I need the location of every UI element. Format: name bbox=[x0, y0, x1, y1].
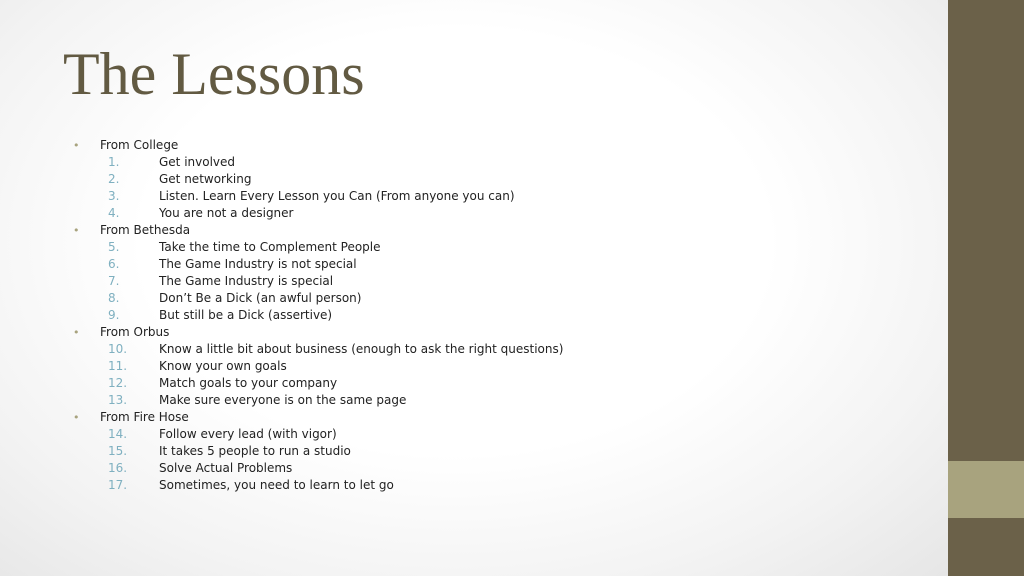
item-number: 1. bbox=[108, 155, 120, 169]
section-label: From Bethesda bbox=[100, 223, 191, 237]
list-item bbox=[70, 341, 930, 358]
list-item bbox=[70, 392, 930, 409]
item-number: 7. bbox=[108, 274, 120, 288]
list-item bbox=[70, 256, 930, 273]
item-text: The Game Industry is not special bbox=[159, 257, 357, 271]
item-number: 3. bbox=[108, 189, 120, 203]
list-item bbox=[70, 239, 930, 256]
item-number: 9. bbox=[108, 308, 120, 322]
item-text: Know a little bit about business (enough to ask the right questions) bbox=[159, 342, 564, 356]
list-item bbox=[70, 171, 930, 188]
section-label: From Fire Hose bbox=[100, 410, 189, 424]
list-item bbox=[70, 477, 930, 494]
list-item bbox=[70, 290, 930, 307]
item-text: Take the time to Complement People bbox=[159, 240, 381, 254]
item-text: Know your own goals bbox=[159, 359, 287, 373]
section-from-bethesda bbox=[70, 222, 930, 324]
lessons-list bbox=[70, 137, 930, 494]
item-text: Don’t Be a Dick (an awful person) bbox=[159, 291, 362, 305]
item-number: 16. bbox=[108, 461, 128, 475]
section-header bbox=[70, 324, 930, 341]
item-number: 5. bbox=[108, 240, 120, 254]
list-item bbox=[70, 273, 930, 290]
list-item bbox=[70, 154, 930, 171]
item-text: You are not a designer bbox=[159, 206, 294, 220]
item-text: Make sure everyone is on the same page bbox=[159, 393, 407, 407]
list-item bbox=[70, 188, 930, 205]
item-text: Follow every lead (with vigor) bbox=[159, 427, 337, 441]
item-text: Listen. Learn Every Lesson you Can (From anyone you can) bbox=[159, 189, 515, 203]
item-text: But still be a Dick (assertive) bbox=[159, 308, 333, 322]
section-from-college bbox=[70, 137, 930, 222]
section-label: From Orbus bbox=[100, 325, 170, 339]
section-header bbox=[70, 409, 930, 426]
side-accent-block bbox=[948, 461, 1024, 518]
item-text: Match goals to your company bbox=[159, 376, 338, 390]
bullet-icon: • bbox=[73, 224, 80, 237]
item-number: 8. bbox=[108, 291, 120, 305]
item-number: 14. bbox=[108, 427, 128, 441]
item-number: 17. bbox=[108, 478, 128, 492]
list-item bbox=[70, 358, 930, 375]
item-text: The Game Industry is special bbox=[159, 274, 334, 288]
list-item bbox=[70, 426, 930, 443]
item-text: It takes 5 people to run a studio bbox=[159, 444, 351, 458]
list-item bbox=[70, 460, 930, 477]
section-header bbox=[70, 137, 930, 154]
item-number: 11. bbox=[108, 359, 128, 373]
item-number: 12. bbox=[108, 376, 128, 390]
section-label: From College bbox=[100, 138, 179, 152]
item-number: 6. bbox=[108, 257, 120, 271]
list-item bbox=[70, 205, 930, 222]
item-text: Get involved bbox=[159, 155, 236, 169]
item-number: 2. bbox=[108, 172, 120, 186]
item-number: 13. bbox=[108, 393, 128, 407]
bullet-icon: • bbox=[73, 326, 80, 339]
slide-title: The Lessons bbox=[63, 41, 365, 107]
section-from-orbus bbox=[70, 324, 930, 409]
bullet-icon: • bbox=[73, 139, 80, 152]
list-item bbox=[70, 375, 930, 392]
section-header bbox=[70, 222, 930, 239]
item-number: 15. bbox=[108, 444, 128, 458]
item-text: Get networking bbox=[159, 172, 252, 186]
item-number: 4. bbox=[108, 206, 120, 220]
list-item bbox=[70, 307, 930, 324]
item-text: Sometimes, you need to learn to let go bbox=[159, 478, 394, 492]
item-number: 10. bbox=[108, 342, 128, 356]
item-text: Solve Actual Problems bbox=[159, 461, 293, 475]
list-item bbox=[70, 443, 930, 460]
section-from-fire-hose bbox=[70, 409, 930, 494]
bullet-icon: • bbox=[73, 411, 80, 424]
